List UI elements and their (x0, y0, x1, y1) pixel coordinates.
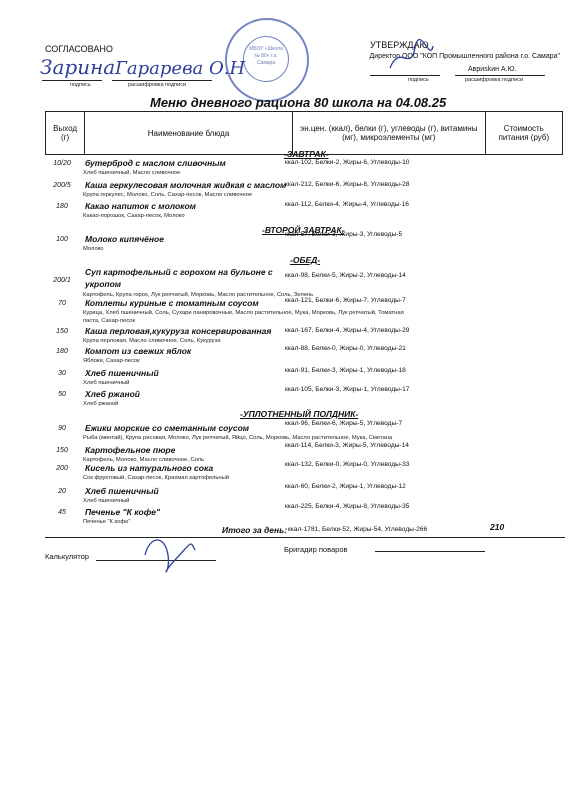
row-output: 180 (56, 348, 68, 355)
section-snack: -УПЛОТНЕННЫЙ ПОЛДНИК- (240, 409, 359, 419)
page-title: Меню дневного рациона 80 школа на 04.08.25 (150, 95, 447, 110)
dish-nutrition: ккал-96, Белки-6, Жиры-5, Углеводы-7 (285, 420, 403, 427)
dish-nutrition: ккал-114, Белки-3, Жиры-5, Углеводы-14 (285, 442, 409, 449)
dish-ingredients: Картофель, Молоко, Масло сливочное, Соль (83, 457, 205, 463)
total-nutrition: ккал-1781, Белки-52, Жиры-54, Углеводы-266 (288, 526, 428, 533)
dish-ingredients: Хлеб пшеничный (83, 498, 130, 504)
section-breakfast: -ЗАВТРАК- (284, 149, 329, 159)
dish-name: Кисель из натурального сока (85, 463, 214, 473)
row-output: 20 (58, 488, 66, 495)
caption-decode: расшифровка подписи (128, 82, 187, 88)
dish-ingredients: Хлеб пшеничный, Масло сливочное (83, 170, 181, 176)
total-label: Итого за день: (222, 525, 288, 535)
dish-ingredients: Хлеб ржаной (83, 401, 119, 407)
dish-nutrition: ккал-112, Белки-4, Жиры-4, Углеводы-16 (285, 201, 409, 208)
caption-decode: расшифровка подписи (465, 77, 524, 83)
section-lunch: -ОБЕД- (290, 255, 321, 265)
row-output: 45 (58, 509, 66, 516)
dish-name: Картофельное пюре (85, 445, 176, 455)
dish-ingredients: Картофель, Крупа горох, Лук репчатый, Морковь, Масло растительное, Соль, Зелень (83, 292, 314, 298)
dish-ingredients: Курица, Хлеб пшеничный, Соль, Сухари панировочные, Масло растительное, Мука, Морковь, Лук репчатый, Томатная (83, 310, 404, 316)
row-output: 180 (56, 203, 68, 210)
sign-line (42, 80, 102, 81)
approval-left-label: СОГЛАСОВАНО (45, 44, 113, 54)
row-output: 200/1 (53, 277, 71, 284)
official-stamp (225, 18, 309, 102)
total-cost: 210 (490, 522, 505, 532)
signature-left-2: Гарарева О.Н (115, 58, 246, 79)
col-output-header: Выход (г) (46, 112, 85, 155)
dish-nutrition: ккал-98, Белки-5, Жиры-2, Углеводы-14 (285, 272, 406, 279)
dish-ingredients-continued: паста, Сахар-песок (83, 318, 136, 324)
row-output: 100 (56, 236, 68, 243)
sign-line (455, 75, 545, 76)
row-output: 150 (56, 447, 68, 454)
dish-ingredients: Печенье "К кофе" (83, 519, 131, 525)
signature-right-mark (385, 38, 435, 78)
dish-name: Каша перловая,кукуруза консервированная (85, 326, 272, 336)
dish-nutrition: ккал-60, Белки-2, Жиры-1, Углеводы-12 (285, 483, 406, 490)
dish-name-continued: укропом (85, 279, 122, 289)
row-output: 30 (58, 370, 66, 377)
stamp-text: МБОУ «Школа № 80» г.о. Самара (249, 46, 283, 66)
col-cost-header: Стоимость питания (руб) (485, 112, 562, 155)
calculator-signature (140, 530, 200, 580)
dish-name: Печенье "К кофе" (85, 507, 160, 517)
dish-nutrition: ккал-121, Белки-6, Жиры-7, Углеводы-7 (285, 297, 406, 304)
dish-nutrition: ккал-105, Белки-3, Жиры-1, Углеводы-17 (285, 386, 410, 393)
dish-nutrition: ккал-88, Белки-0, Жиры-0, Углеводы-21 (285, 345, 406, 352)
dish-ingredients: Крупа геркулес, Молоко, Соль, Сахар-песок, Масло сливочное (83, 192, 253, 198)
caption-sign: подпись (408, 77, 429, 83)
row-output: 200 (56, 465, 68, 472)
dish-name: Котлеты куриные с томатным соусом (85, 298, 259, 308)
approval-right-name: Авриskин А.Ю. (468, 66, 517, 73)
dish-ingredients: Молоко (83, 246, 104, 252)
row-output: 70 (58, 300, 66, 307)
dish-nutrition: ккал-91, Белки-3, Жиры-1, Углеводы-18 (285, 367, 406, 374)
row-output: 200/5 (53, 182, 71, 189)
row-output: 90 (58, 425, 66, 432)
dish-ingredients: Сок фруктовый, Сахар-песок, Крахмал картофельный (83, 475, 230, 481)
section-second-breakfast: -ВТОРОЙ ЗАВТРАК- (262, 225, 345, 235)
dish-ingredients: Рыба (минтай), Крупа рисовая, Молоко, Лук репчатый, Яйцо, Соль, Морковь, Масло растительное, Мука, Сметана (83, 435, 393, 441)
row-output: 50 (58, 391, 66, 398)
calculator-label: Калькулятор (45, 552, 89, 561)
dish-name: Хлеб ржаной (85, 389, 140, 399)
dish-name: Хлеб пшеничный (85, 368, 159, 378)
chief-cook-label: Бригадир поваров (284, 545, 348, 554)
row-output: 150 (56, 328, 68, 335)
signature-left-1: Зарина (40, 55, 116, 79)
col-name-header: Наименование блюда (85, 112, 293, 155)
approval-right-position: Директор ООО "КОП Промышленного района г.о. Самара" (369, 53, 560, 60)
dish-name: Молоко кипячёное (85, 234, 164, 244)
dish-ingredients: Хлеб пшеничный (83, 380, 130, 386)
dish-nutrition: ккал-102, Белки-2, Жиры-6, Углеводы-10 (285, 159, 410, 166)
dish-name: Компот из свежих яблок (85, 346, 192, 356)
total-divider (45, 537, 565, 538)
col-nutrition-header: эн.цен. (ккал), белки (г), углеводы (г), витамины (мг), микроэлементы (мг) (292, 112, 485, 155)
dish-name: бутерброд с маслом сливочным (85, 158, 226, 168)
approval-right-label: УТВЕРЖДАЮ (370, 40, 429, 50)
dish-name: Ежики морские со сметанным соусом (85, 423, 250, 433)
dish-nutrition: ккал-225, Белки-4, Жиры-8, Углеводы-35 (285, 503, 410, 510)
caption-sign: подпись (70, 82, 91, 88)
dish-name: Какао напиток с молоком (85, 201, 196, 211)
dish-name: Суп картофельный с горохом на бульоне с (85, 267, 273, 277)
dish-nutrition: ккал-57, Белки-3, Жиры-3, Углеводы-5 (285, 231, 403, 238)
sign-line (112, 80, 212, 81)
dish-name: Хлеб пшеничный (85, 486, 159, 496)
dish-ingredients: Какао-порошок, Сахар-песок, Молоко (83, 213, 185, 219)
dish-nutrition: ккал-167, Белки-4, Жиры-4, Углеводы-29 (285, 327, 410, 334)
dish-ingredients: Крупа перловая, Масло сливочное, Соль, Кукуруза (83, 338, 221, 344)
dish-ingredients: Яблоки, Сахар-песок (83, 358, 140, 364)
row-output: 10/20 (53, 160, 71, 167)
dish-nutrition: ккал-132, Белки-0, Жиры-0, Углеводы-33 (285, 461, 410, 468)
dish-name: Каша геркулесовая молочная жидкая с маслом (85, 180, 287, 190)
chief-cook-sign-line (375, 551, 485, 552)
dish-nutrition: ккал-212, Белки-6, Жиры-8, Углеводы-28 (285, 181, 410, 188)
